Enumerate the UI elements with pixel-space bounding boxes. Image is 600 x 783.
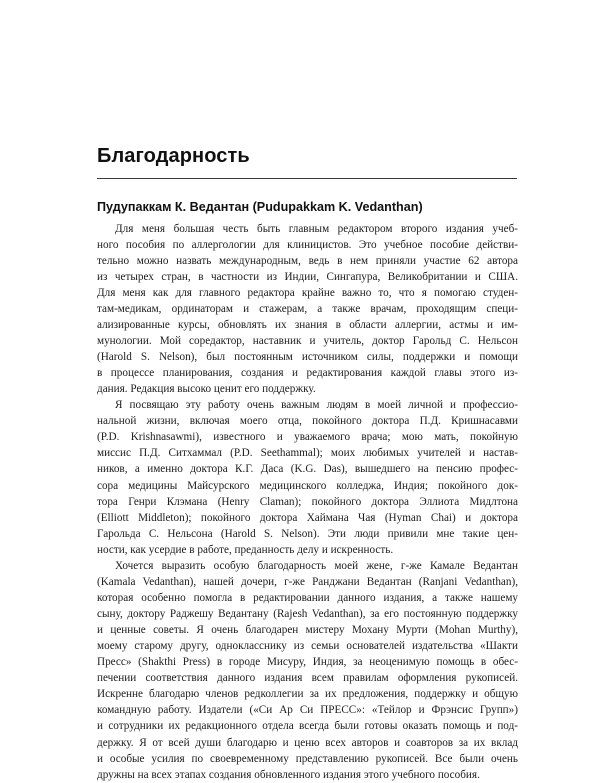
title-divider [97, 178, 517, 179]
text-line: из четырех стран, в частности из Индии, Сингапура, Великобритании и США. [97, 270, 518, 283]
text-line: дружны на всех этапах создания обновленного издания этого учебного пособия. [97, 768, 480, 781]
text-line: тора Генри Клэмана (Henry Claman); покойного доктора Эллиота Мидлтона [97, 495, 518, 508]
text-line: командную работу. Издатели («Си Ар Си ПРЕСС»: «Тейлор и Фрэнсис Групп») [97, 704, 518, 717]
text-line: Я посвящаю эту работу очень важным людям в моей личной и профессио- [115, 399, 518, 412]
paragraph [97, 397, 518, 558]
text-line: Искренне благодарю членов редколлегии за их предложения, поддержку и общую [97, 688, 518, 701]
paragraph [97, 221, 518, 398]
text-line: Хочется выразить особую благодарность моей жене, г-же Камале Ведантан [115, 559, 518, 572]
text-line: (Harold S. Nelson), был постоянным источником силы, поддержки и помощи [97, 351, 518, 363]
text-line: сора медицины Майсурского медицинского колледжа, Индия; покойного док- [97, 479, 518, 492]
text-line: и особые усилия по своевременному представлению рукописей. Все были очень [97, 752, 518, 765]
text-line: в процессе планирования, создания и редактирования каждой главы этого из- [97, 367, 518, 380]
text-line: там-медикам, ординаторам и стажерам, а также врачам, проходящим специ- [97, 302, 518, 315]
acknowledgement-body [97, 221, 518, 783]
text-line: Пресс» (Shakthi Press) в городе Мисуру, Индия, за неоценимую помощь в обес- [97, 656, 518, 669]
text-line: и сотрудники их редакционного отдела всегда были готовы оказать помощь и под- [97, 720, 518, 733]
paragraph [97, 558, 518, 783]
text-line: тельно можно назвать международным, ведь в нем приняли участие 62 автора [97, 254, 518, 267]
text-line: ников, а именно доктора К.Г. Даса (K.G. Das), вышедшего на пенсию профес- [97, 463, 518, 476]
text-line: Для меня как для главного редактора крайне важно то, что я помогаю студен- [97, 286, 518, 299]
text-line: миссис П.Д. Ситхаммал (P.D. Seethammal); моих любимых учителей и настав- [97, 447, 518, 460]
text-line: и ценные советы. Я очень благодарен мистеру Мохану Мурти (Mohan Murthy), [97, 624, 518, 637]
text-line: нальной жизни, включая моего отца, покойного доктора П.Д. Кришнасавми [97, 415, 518, 428]
text-line: моему старому другу, однокласснику из семьи основателей издательства «Шакти [97, 640, 518, 653]
text-line: дания. Редакция высоко ценит его поддержку. [97, 383, 316, 396]
chapter-title: Благодарность [97, 145, 250, 167]
text-line: (Elliott Middleton); покойного доктора Хаймана Чая (Hyman Chai) и доктора [97, 511, 518, 524]
text-line: ного пособия по аллергологии для клиницистов. Это учебное пособие действи- [97, 238, 518, 251]
text-line: (P.D. Krishnasawmi), известного и уважаемого врача; мою мать, покойную [97, 431, 518, 444]
text-line: печении соответствия данного издания всем правилам оформления рукописей. [97, 672, 518, 685]
text-line: которая особенно помогла в редактировании данного издания, а также нашему [97, 591, 518, 604]
text-line: держку. Я от всей души благодарю и ценю всех авторов и соавторов за их вклад [97, 736, 518, 749]
text-line: сыну, доктору Раджешу Ведантану (Rajesh Vedanthan), за его постоянную поддержку [97, 608, 518, 620]
text-line: мунологии. Мой соредактор, наставник и учитель, доктор Гарольд С. Нельсон [97, 334, 518, 347]
author-heading: Пудупаккам К. Ведантан (Pudupakkam K. Vedanthan) [97, 200, 423, 214]
text-line: Для меня большая честь быть главным редактором второго издания учеб- [115, 222, 518, 235]
text-line: (Kamala Vedanthan), нашей дочери, г-же Ранджани Ведантан (Ranjani Vedanthan), [97, 575, 518, 588]
text-line: ности, как усердие в работе, преданность делу и искренность. [97, 543, 394, 556]
text-line: ализированные курсы, обновлять их знания в области аллергии, астмы и им- [97, 318, 518, 331]
text-line: Гарольда С. Нельсона (Harold S. Nelson). Эти люди привили мне такие цен- [97, 527, 518, 540]
